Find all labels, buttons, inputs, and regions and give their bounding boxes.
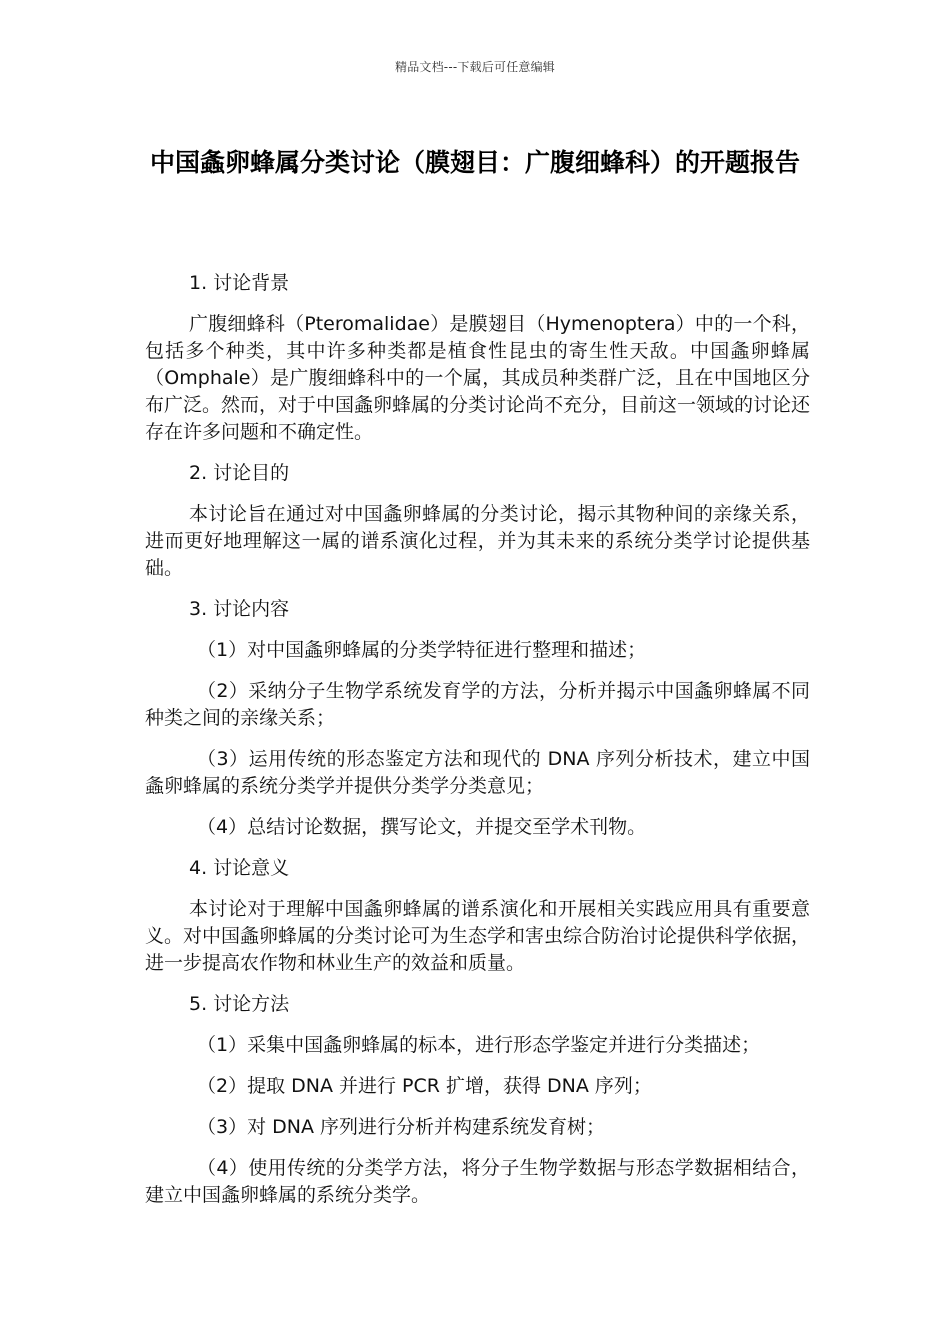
header-note: 精品文档---下载后可任意编辑 — [395, 60, 555, 74]
content-item-4: （4）总结讨论数据，撰写论文，并提交至学术刊物。 — [197, 816, 647, 838]
section-text-significance: 本讨论对于理解中国螽卵蜂属的谱系演化和开展相关实践应用具有重要意义。对中国螽卵蜂属的分类讨论可为生态学和害虫综合防治讨论提供科学依据，进一步提高农作物和林业生产的效益和质量。 — [145, 898, 811, 974]
section-heading-methods: 5. 讨论方法 — [189, 993, 290, 1015]
section-heading-purpose: 2. 讨论目的 — [189, 462, 290, 484]
content-item-2: （2）采纳分子生物学系统发育学的方法，分析并揭示中国螽卵蜂属不同种类之间的亲缘关系； — [145, 680, 810, 729]
section-heading-content: 3. 讨论内容 — [189, 598, 290, 620]
method-item-1: （1）采集中国螽卵蜂属的标本，进行形态学鉴定并进行分类描述； — [197, 1034, 761, 1056]
method-item-3: （3）对 DNA 序列进行分析并构建系统发育树； — [197, 1116, 606, 1138]
section-heading-significance: 4. 讨论意义 — [189, 857, 290, 879]
method-item-2: （2）提取 DNA 并进行 PCR 扩增，获得 DNA 序列； — [197, 1075, 652, 1097]
document-body — [145, 270, 810, 1223]
section-text-purpose: 本讨论旨在通过对中国螽卵蜂属的分类讨论，揭示其物种间的亲缘关系，进而更好地理解这一属的谱系演化过程，并为其未来的系统分类学讨论提供基础。 — [145, 503, 810, 579]
document-title: 中国螽卵蜂属分类讨论（膜翅目：广腹细蜂科）的开题报告 — [149, 148, 800, 177]
method-item-4: （4）使用传统的分类学方法，将分子生物学数据与形态学数据相结合，建立中国螽卵蜂属的系统分类学。 — [145, 1157, 810, 1206]
content-item-3: （3）运用传统的形态鉴定方法和现代的 DNA 序列分析技术，建立中国螽卵蜂属的系统分类学并提供分类学分类意见； — [145, 748, 810, 797]
section-heading-background: 1. 讨论背景 — [189, 272, 290, 294]
section-text-background: 广腹细蜂科（Pteromalidae）是膜翅目（Hymenoptera）中的一个科，包括多个种类，其中许多种类都是植食性昆虫的寄生性天敌。中国螽卵蜂属（Omphale）是广腹细蜂科中的一个属，其成员种类群广泛，且在中国地区分布广泛。然而，对于中国螽卵蜂属的分类讨论尚不充分，目前这一领域的讨论还存在许多问题和不确定性。 — [145, 313, 811, 443]
content-item-1: （1）对中国螽卵蜂属的分类学特征进行整理和描述； — [197, 639, 647, 661]
